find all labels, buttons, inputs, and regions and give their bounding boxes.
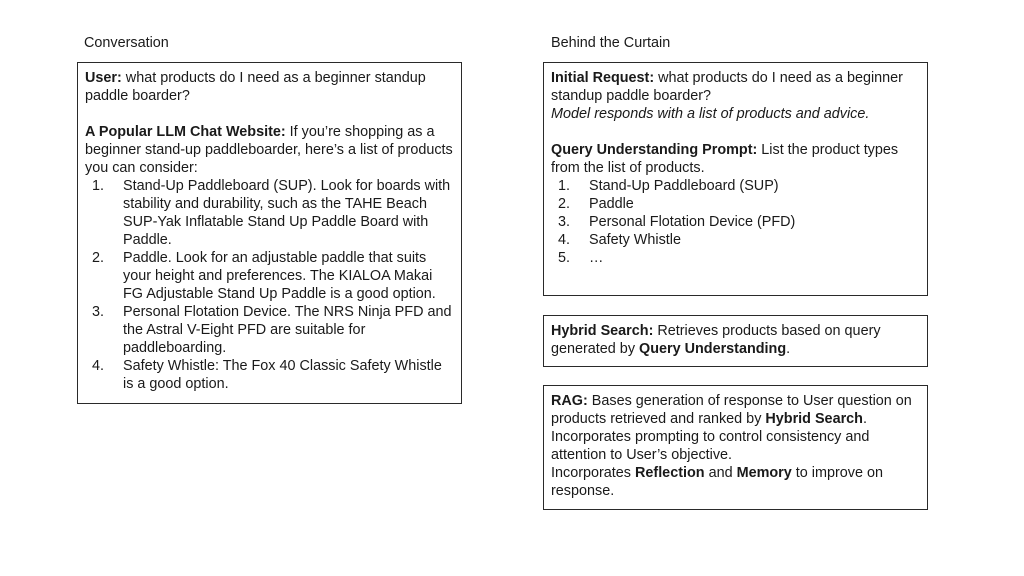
list-item-text: Stand-Up Paddleboard (SUP)	[589, 178, 779, 194]
rag-reflection-memory-note: Incorporates Reflection and Memory to improve on response.	[551, 465, 883, 499]
list-number: 2.	[92, 250, 105, 266]
rag-label: RAG:	[551, 393, 588, 409]
list-number: 1.	[92, 178, 105, 194]
query-understanding-ref: Query Understanding	[639, 341, 787, 357]
hybrid-search-box	[543, 315, 928, 367]
hybrid-search-description: Hybrid Search: Retrieves products based on query generated by Query Understanding.	[551, 323, 881, 357]
query-understanding-text: List the product types from the list of products.	[551, 142, 899, 176]
hybrid-search-ref: Hybrid Search	[765, 411, 863, 427]
list-item	[85, 357, 455, 393]
list-item	[85, 303, 455, 357]
initial-request-text: what products do I need as a beginner standup paddle boarder?	[551, 70, 903, 104]
initial-request	[551, 69, 921, 105]
list-item-text: Paddle. Look for an adjustable paddle that suits your height and preferences. The KIALOA Makai FG Adjustable Stand Up Paddle is a good option.	[123, 250, 436, 302]
llm-response-intro	[85, 123, 455, 177]
rag-description: RAG: Bases generation of response to User question on products retrieved and ranked by Hybrid Search.	[551, 393, 912, 427]
product-type-list	[551, 177, 921, 267]
list-item-text: Paddle	[589, 196, 634, 212]
list-number: 3.	[558, 214, 571, 230]
list-item	[551, 231, 921, 249]
list-number: 4.	[92, 358, 105, 374]
conversation-heading: Conversation	[84, 35, 169, 51]
list-item	[551, 195, 921, 213]
reflection-ref: Reflection	[635, 465, 705, 481]
list-item-text: …	[589, 250, 604, 266]
list-item-text: Safety Whistle	[589, 232, 681, 248]
user-message	[85, 69, 455, 105]
list-item	[85, 177, 455, 249]
query-understanding-label: Query Understanding Prompt:	[551, 142, 758, 158]
list-item	[551, 177, 921, 195]
user-text: what products do I need as a beginner standup paddle boarder?	[85, 70, 426, 104]
list-item	[551, 249, 921, 267]
list-number: 5.	[558, 250, 571, 266]
memory-ref: Memory	[736, 465, 792, 481]
list-item-text: Personal Flotation Device (PFD)	[589, 214, 796, 230]
curtain-heading: Behind the Curtain	[551, 35, 671, 51]
model-note: Model responds with a list of products and advice.	[551, 106, 870, 122]
list-item-text: Stand-Up Paddleboard (SUP). Look for boards with stability and durability, such as the TAHE Beach SUP-Yak Inflatable Stand Up Paddle Board with Paddle.	[123, 178, 451, 248]
conversation-box	[77, 62, 462, 404]
rag-prompting-note: Incorporates prompting to control consistency and attention to User’s objective.	[551, 429, 870, 463]
llm-product-list	[85, 177, 455, 393]
list-number: 4.	[558, 232, 571, 248]
llm-text: If you’re shopping as a beginner stand-up paddleboarder, here’s a list of products you can consider:	[85, 124, 453, 176]
list-number: 2.	[558, 196, 571, 212]
list-item-text: Personal Flotation Device. The NRS Ninja PFD and the Astral V-Eight PFD are suitable for paddleboarding.	[123, 304, 452, 356]
list-item	[551, 213, 921, 231]
list-number: 3.	[92, 304, 105, 320]
llm-label: A Popular LLM Chat Website:	[85, 124, 286, 140]
behind-curtain-box	[543, 62, 928, 296]
query-understanding-prompt	[551, 141, 921, 177]
list-item	[85, 249, 455, 303]
list-number: 1.	[558, 178, 571, 194]
hybrid-search-label: Hybrid Search:	[551, 323, 654, 339]
initial-request-label: Initial Request:	[551, 70, 655, 86]
user-label: User:	[85, 70, 122, 86]
rag-box	[543, 385, 928, 510]
list-item-text: Safety Whistle: The Fox 40 Classic Safety Whistle is a good option.	[123, 358, 442, 392]
